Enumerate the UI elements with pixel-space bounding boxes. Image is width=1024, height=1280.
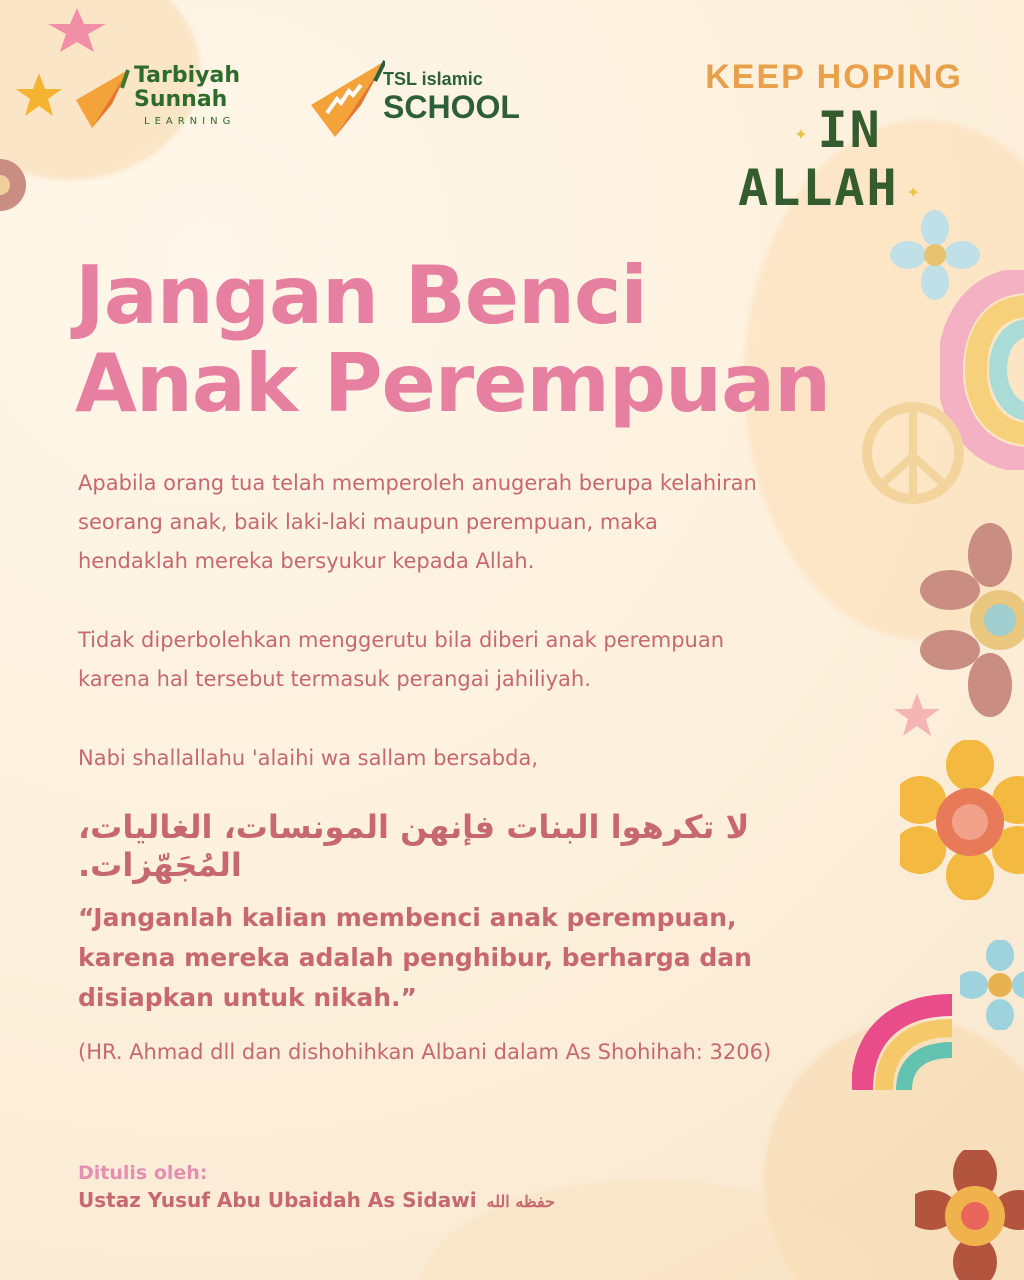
- title-line2: Anak Perempuan: [75, 337, 831, 430]
- page-title: [75, 249, 875, 430]
- tagline-bottom: IN ALLAH: [738, 101, 899, 217]
- author-block: [78, 1162, 678, 1212]
- kite-icon: [70, 68, 132, 134]
- logo2-line1: TSL islamic: [383, 69, 483, 89]
- paragraph: Nabi shallallahu 'alaihi wa sallam bersabda,: [78, 746, 539, 770]
- logo-line2: Sunnah: [134, 87, 228, 112]
- paragraph: Apabila orang tua telah memperoleh anugerah berupa kelahiran seorang anak, baik laki-laki maupun perempuan, maka hendaklah mereka bersyukur kepada Allah.: [78, 471, 757, 573]
- tagline: [694, 58, 974, 217]
- star-icon: [892, 690, 942, 740]
- logo-line1: Tarbiyah: [134, 63, 241, 88]
- flower-icon: [900, 740, 1024, 900]
- rainbow-icon: [852, 990, 982, 1100]
- logo-sub: LEARNING: [144, 116, 236, 127]
- title-line1: Jangan Benci: [75, 249, 647, 342]
- logo-wordmark: [134, 64, 240, 112]
- tarbiyah-sunnah-logo: [70, 60, 270, 140]
- body-text: [78, 464, 768, 818]
- arabic-hadith: لا تكرهوا البنات فإنهن المونسات، الغاليات، المُجَهّزات.: [78, 808, 750, 884]
- tagline-top: KEEP HOPING: [705, 58, 963, 96]
- paragraph: Tidak diperbolehkan menggerutu bila diberi anak perempuan karena hal tersebut termasuk perangai jahiliyah.: [78, 628, 725, 691]
- logo2-line2: SCHOOL: [383, 89, 520, 125]
- hadith-reference: (HR. Ahmad dll dan dishohihkan Albani dalam As Shohihah: 3206): [78, 1040, 772, 1064]
- sparkle-icon: ✦: [794, 121, 810, 146]
- author-label: Ditulis oleh:: [78, 1162, 208, 1184]
- star-icon: [14, 70, 64, 120]
- star-icon: [44, 6, 110, 56]
- kite-hand-icon: [305, 59, 385, 139]
- author-name-row: [78, 1188, 678, 1212]
- tagline-bottom-row: [694, 101, 974, 217]
- flower-icon: [0, 140, 40, 230]
- author-name: Ustaz Yusuf Abu Ubaidah As Sidawi: [78, 1188, 477, 1212]
- author-honorific: حفظه الله: [486, 1192, 555, 1211]
- flower-icon: [915, 1150, 1024, 1280]
- hadith-translation: “Janganlah kalian membenci anak perempuan, karena mereka adalah penghibur, berharga dan disiapkan untuk nikah.”: [78, 903, 752, 1012]
- tsl-school-logo: [305, 55, 520, 140]
- sparkle-icon: ✦: [906, 179, 922, 204]
